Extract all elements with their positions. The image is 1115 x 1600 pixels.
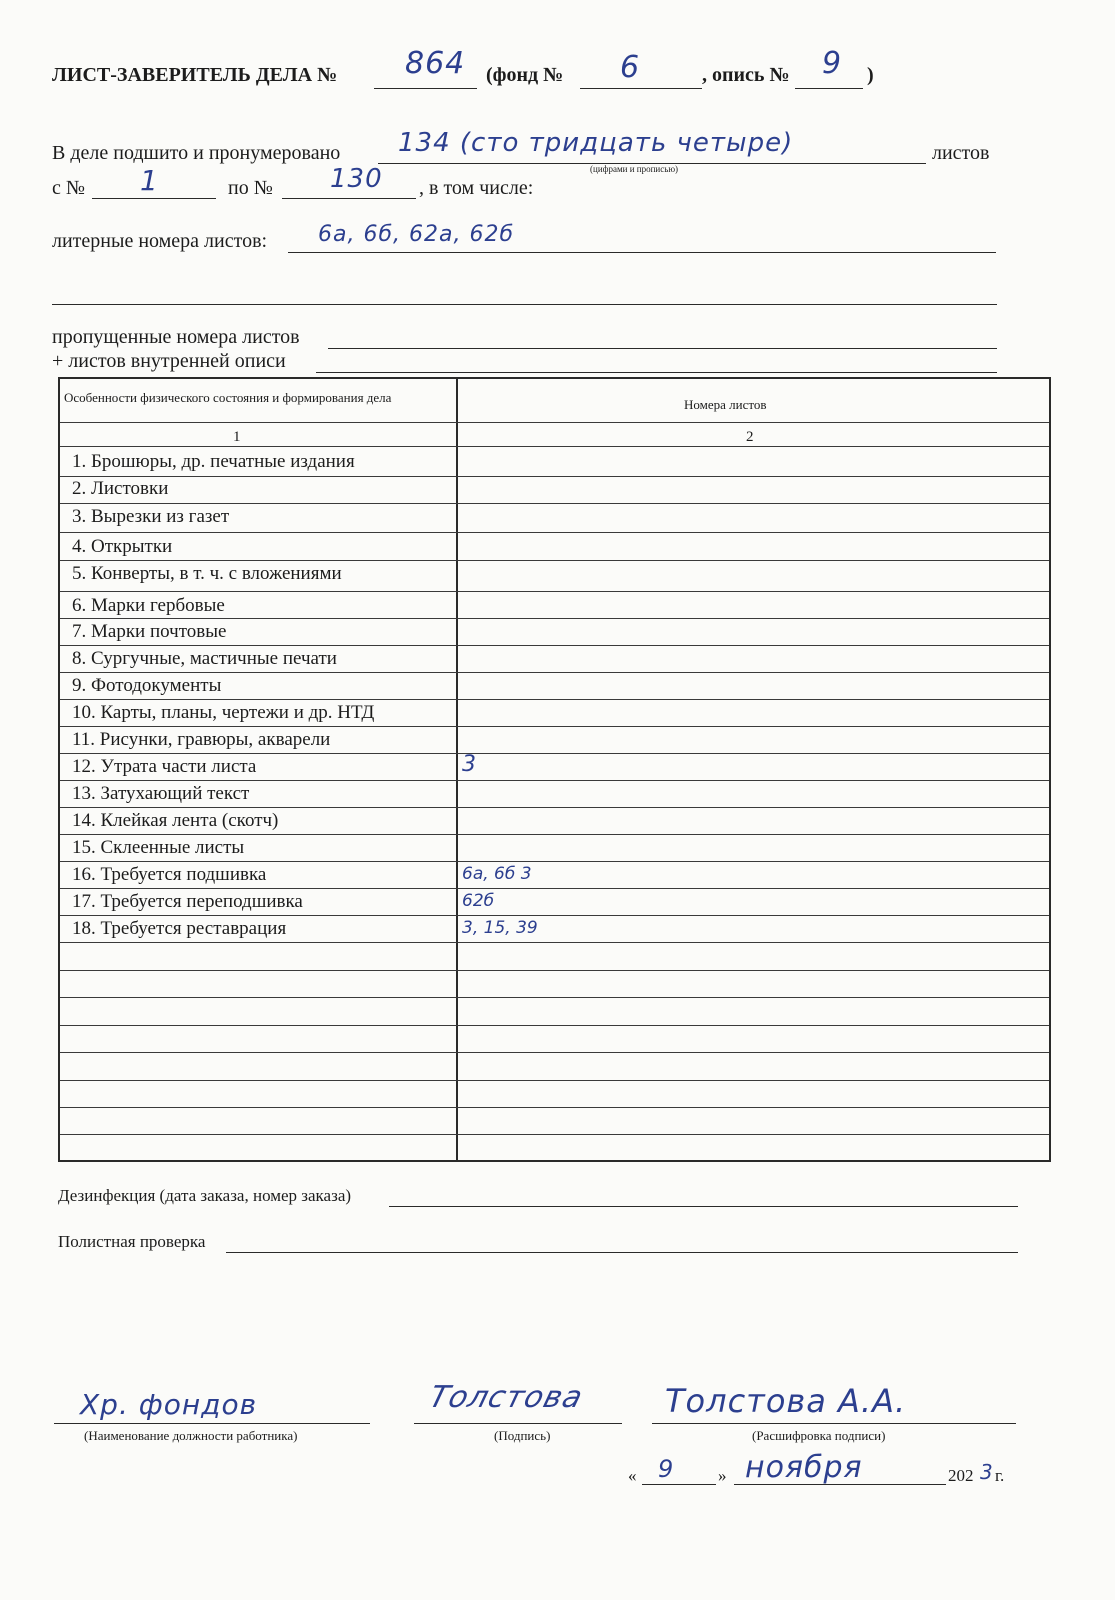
date-day: 9	[658, 1455, 675, 1483]
empty-row-divider	[60, 1080, 1049, 1081]
signature-caption: (Подпись)	[494, 1428, 551, 1443]
row-label: 15. Склеенные листы	[72, 837, 245, 858]
row-divider	[60, 780, 1049, 781]
literal-label: литерные номера листов:	[52, 230, 268, 252]
date-year-prefix: 202	[948, 1466, 974, 1485]
date-year-unit: г.	[995, 1466, 1005, 1485]
date-month: ноября	[745, 1450, 863, 1485]
row-value: 3, 15, 39	[462, 918, 538, 938]
empty-row-divider	[60, 1025, 1049, 1026]
filed-unit: листов	[932, 142, 990, 164]
row-label: 3. Вырезки из газет	[72, 506, 230, 527]
fond-label: (фонд №	[486, 64, 564, 86]
row-label: 18. Требуется реставрация	[72, 918, 287, 939]
row-divider	[60, 645, 1049, 646]
date-close-quote: »	[718, 1466, 727, 1485]
row-label: 1. Брошюры, др. печатные издания	[72, 451, 355, 472]
row-label: 13. Затухающий текст	[72, 783, 250, 804]
opis-number-line	[795, 88, 863, 89]
case-number-value: 864	[405, 46, 466, 81]
col2-header: Номера листов	[684, 397, 767, 412]
row-label: 10. Карты, планы, чертежи и др. НТД	[72, 702, 375, 723]
row-label: 12. Утрата части листа	[72, 756, 257, 777]
fond-number-line	[580, 88, 702, 89]
row-divider	[60, 807, 1049, 808]
row-divider	[60, 476, 1049, 477]
literal-value: 6а, 6б, 62а, 62б	[318, 222, 515, 247]
row-divider	[60, 591, 1049, 592]
date-open-quote: «	[628, 1466, 637, 1485]
date-day-line	[642, 1484, 716, 1485]
inner-line	[316, 372, 997, 373]
empty-row-divider	[60, 1107, 1049, 1108]
empty-row-divider	[60, 970, 1049, 971]
disinfection-label: Дезинфекция (дата заказа, номер заказа)	[58, 1186, 352, 1205]
inner-label: + листов внутренней описи	[52, 350, 286, 372]
signature-mark: Толстова	[425, 1380, 587, 1415]
numbers-divider	[60, 446, 1049, 447]
filed-label: В деле подшито и пронумеровано	[52, 142, 341, 164]
from-value: 1	[140, 164, 159, 197]
row-label: 11. Рисунки, гравюры, акварели	[72, 729, 331, 750]
to-line	[282, 198, 416, 199]
header-divider	[60, 422, 1049, 423]
missing-label: пропущенные номера листов	[52, 326, 300, 348]
row-label: 17. Требуется переподшивка	[72, 891, 303, 912]
row-divider	[60, 560, 1049, 561]
literal-extra-line	[52, 304, 997, 305]
row-label: 4. Открытки	[72, 536, 173, 557]
row-divider	[60, 915, 1049, 916]
row-value: 62б	[462, 891, 495, 911]
case-number-line	[374, 88, 477, 89]
row-divider	[60, 618, 1049, 619]
filed-hint: (цифрами и прописью)	[590, 164, 679, 174]
row-label: 6. Марки гербовые	[72, 595, 225, 616]
decode-caption: (Расшифровка подписи)	[752, 1428, 886, 1443]
col1-header: Особенности физического состояния и формирования дела	[64, 390, 392, 405]
from-label: с №	[52, 177, 85, 199]
title-close-paren: )	[867, 64, 874, 86]
position-caption: (Наименование должности работника)	[84, 1428, 298, 1443]
date-year-suffix: 3	[980, 1460, 994, 1484]
position-line	[54, 1423, 370, 1424]
row-divider	[60, 834, 1049, 835]
empty-row-divider	[60, 1134, 1049, 1135]
row-value: 3	[462, 752, 476, 777]
col2-number: 2	[746, 429, 754, 445]
row-divider	[60, 861, 1049, 862]
form-title: ЛИСТ-ЗАВЕРИТЕЛЬ ДЕЛА №	[52, 64, 338, 86]
missing-line	[328, 348, 997, 349]
disinfection-line	[389, 1206, 1018, 1207]
decode-value: Толстова А.А.	[665, 1382, 907, 1420]
check-line	[226, 1252, 1018, 1253]
filed-value: 134 (сто тридцать четыре)	[398, 128, 794, 158]
row-label: 16. Требуется подшивка	[72, 864, 267, 885]
row-label: 14. Клейкая лента (скотч)	[72, 810, 279, 831]
fond-number-value: 6	[620, 50, 641, 85]
check-label: Полистная проверка	[58, 1232, 206, 1251]
position-value: Хр. фондов	[80, 1388, 258, 1421]
to-value: 130	[330, 164, 383, 194]
row-divider	[60, 532, 1049, 533]
decode-line	[652, 1423, 1016, 1424]
row-label: 5. Конверты, в т. ч. с вложениями	[72, 563, 342, 584]
row-divider	[60, 726, 1049, 727]
row-divider	[60, 503, 1049, 504]
row-label: 9. Фотодокументы	[72, 675, 222, 696]
table-column-divider	[456, 377, 458, 1162]
empty-row-divider	[60, 997, 1049, 998]
row-divider	[60, 942, 1049, 943]
row-divider	[60, 672, 1049, 673]
row-divider	[60, 888, 1049, 889]
row-label: 2. Листовки	[72, 478, 169, 499]
including-label: , в том числе:	[419, 177, 534, 199]
empty-row-divider	[60, 1052, 1049, 1053]
row-label: 7. Марки почтовые	[72, 621, 227, 642]
literal-line	[288, 252, 996, 253]
row-divider	[60, 699, 1049, 700]
signature-line	[414, 1423, 622, 1424]
row-label: 8. Сургучные, мастичные печати	[72, 648, 337, 669]
to-label: по №	[228, 177, 273, 199]
col1-number: 1	[233, 429, 241, 445]
opis-number-value: 9	[822, 46, 843, 81]
opis-label: , опись №	[702, 64, 790, 86]
row-value: 6а, 6б 3	[462, 864, 532, 884]
row-divider	[60, 753, 1049, 754]
from-line	[92, 198, 216, 199]
